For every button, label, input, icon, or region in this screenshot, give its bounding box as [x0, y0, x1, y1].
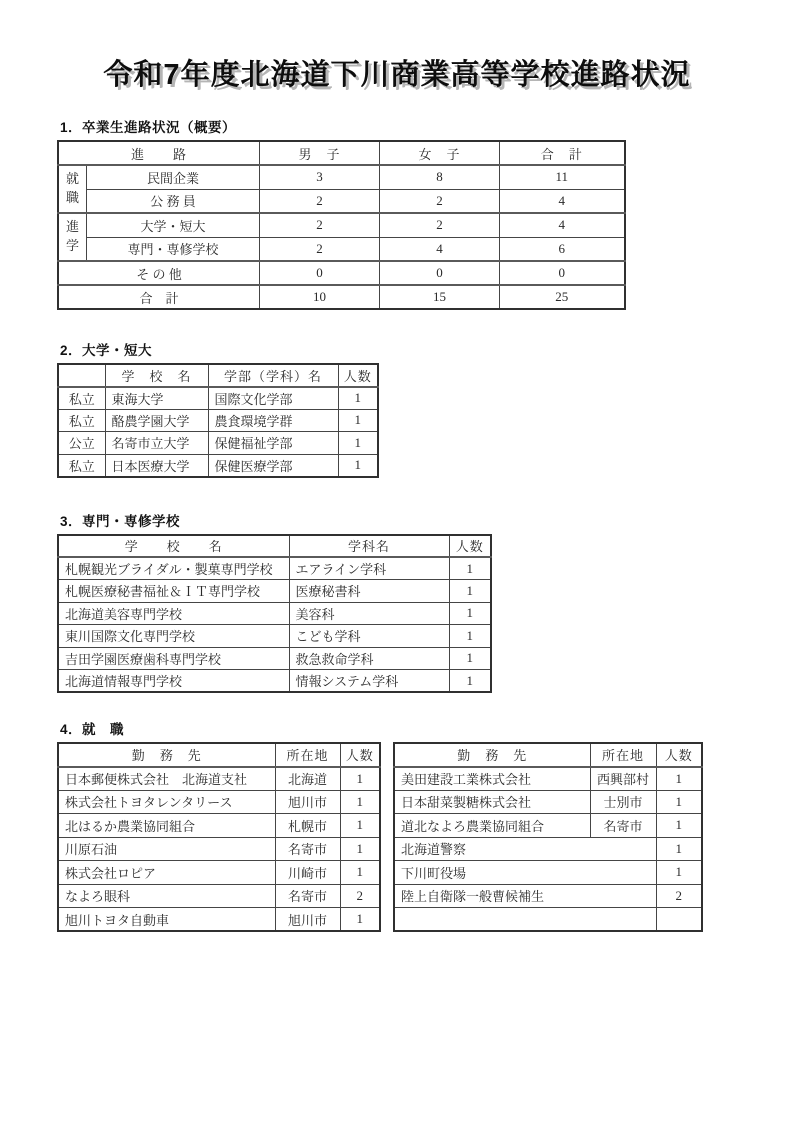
cell-count: 1 [656, 837, 702, 861]
cell-type: 私立 [58, 454, 105, 477]
table-row [394, 837, 702, 861]
cell-total: 4 [500, 213, 625, 237]
cell-employer: 株式会社ロピア [58, 861, 275, 885]
table-row [58, 165, 625, 189]
cell-school: 日本医療大学 [105, 454, 208, 477]
table-row [58, 387, 378, 410]
cell-category: 民間企業 [87, 165, 260, 189]
cell-employer: 陸上自衛隊一般曹候補生 [394, 884, 656, 908]
cell-faculty: 国際文化学部 [208, 387, 338, 410]
section-heading-university: 2．大学・短大 [60, 343, 153, 358]
cell-department: 美容科 [289, 602, 449, 625]
table-row [58, 908, 380, 932]
cell-employer: なよろ眼科 [58, 884, 275, 908]
group-label-employment: 就職 [58, 165, 87, 213]
cell-male: 2 [260, 189, 380, 213]
table-row [58, 625, 491, 648]
cell-count: 1 [449, 647, 491, 670]
cell-employer: 北はるか農業協同組合 [58, 814, 275, 838]
university-table [57, 363, 379, 478]
header-school: 学 校 名 [58, 535, 289, 558]
cell-count: 1 [449, 580, 491, 603]
section-heading-overview: 1．卒業生進路状況（概要） [60, 120, 237, 135]
cell-location: 北海道 [275, 767, 340, 791]
cell-employer: 日本甜菜製糖株式会社 [394, 790, 590, 814]
table-row [58, 861, 380, 885]
cell-department: 情報システム学科 [289, 670, 449, 693]
cell-category-other: そ の 他 [58, 261, 260, 285]
cell-employer: 下川町役場 [394, 861, 656, 885]
employment-table-right [393, 742, 703, 932]
cell-school: 北海道情報専門学校 [58, 670, 289, 693]
header-male: 男 子 [260, 141, 380, 165]
cell-male: 10 [260, 285, 380, 309]
header-count: 人数 [340, 743, 380, 767]
cell-school: 酪農学園大学 [105, 409, 208, 432]
cell-school: 東海大学 [105, 387, 208, 410]
header-faculty: 学部（学科）名 [208, 364, 338, 387]
table-row [58, 790, 380, 814]
cell-type: 公立 [58, 432, 105, 455]
cell-type: 私立 [58, 387, 105, 410]
cell-count: 1 [449, 557, 491, 580]
table-total-row [58, 285, 625, 309]
cell-count: 1 [340, 908, 380, 932]
cell-count: 1 [340, 767, 380, 791]
table-row [58, 261, 625, 285]
header-employer: 勤 務 先 [58, 743, 275, 767]
cell-employer: 川原石油 [58, 837, 275, 861]
cell-location: 名寄市 [275, 837, 340, 861]
table-row [58, 670, 491, 693]
cell-employer: 北海道警察 [394, 837, 656, 861]
header-count: 人数 [656, 743, 702, 767]
cell-employer: 株式会社トヨタレンタリース [58, 790, 275, 814]
cell-location: 名寄市 [275, 884, 340, 908]
cell-female: 4 [380, 237, 500, 261]
cell-category: 専門・専修学校 [87, 237, 260, 261]
cell-faculty: 保健医療学部 [208, 454, 338, 477]
header-employer: 勤 務 先 [394, 743, 590, 767]
table-row [58, 189, 625, 213]
cell-count: 2 [340, 884, 380, 908]
cell-male: 3 [260, 165, 380, 189]
cell-location: 札幌市 [275, 814, 340, 838]
vocational-table [57, 534, 492, 694]
header-location: 所在地 [590, 743, 656, 767]
table-header-row [58, 364, 378, 387]
cell-department: エアライン学科 [289, 557, 449, 580]
table-row-empty [394, 908, 702, 932]
cell-male: 2 [260, 213, 380, 237]
cell-count: 2 [656, 884, 702, 908]
table-header-row [58, 141, 625, 165]
section-heading-vocational: 3．専門・専修学校 [60, 513, 181, 529]
page-title: 令和7年度北海道下川商業高等学校進路状況 [103, 59, 691, 91]
cell-total: 0 [500, 261, 625, 285]
table-row [58, 884, 380, 908]
table-row [58, 409, 378, 432]
cell-total: 25 [500, 285, 625, 309]
table-row [58, 837, 380, 861]
header-count: 人数 [449, 535, 491, 558]
cell-category: 大学・短大 [87, 213, 260, 237]
cell-department: こども学科 [289, 625, 449, 648]
cell-school: 東川国際文化専門学校 [58, 625, 289, 648]
table-row [394, 861, 702, 885]
cell-count: 1 [340, 814, 380, 838]
cell-female: 0 [380, 261, 500, 285]
cell-count: 1 [338, 454, 378, 477]
cell-location: 川崎市 [275, 861, 340, 885]
cell-total: 6 [500, 237, 625, 261]
table-row [58, 213, 625, 237]
cell-location: 士別市 [590, 790, 656, 814]
table-row [394, 790, 702, 814]
cell-type: 私立 [58, 409, 105, 432]
cell-male: 2 [260, 237, 380, 261]
cell-employer: 日本郵便株式会社 北海道支社 [58, 767, 275, 791]
cell-count: 1 [338, 432, 378, 455]
cell-total: 11 [500, 165, 625, 189]
cell-employer [394, 908, 656, 932]
cell-count: 1 [340, 837, 380, 861]
cell-faculty: 保健福祉学部 [208, 432, 338, 455]
table-row [58, 767, 380, 791]
cell-location: 西興部村 [590, 767, 656, 791]
table-row [58, 432, 378, 455]
table-row [58, 602, 491, 625]
table-row [58, 814, 380, 838]
cell-category: 公 務 員 [87, 189, 260, 213]
header-female: 女 子 [380, 141, 500, 165]
cell-female: 15 [380, 285, 500, 309]
cell-school: 札幌医療秘書福祉＆ＩＴ専門学校 [58, 580, 289, 603]
cell-department: 救急救命学科 [289, 647, 449, 670]
cell-faculty: 農食環境学群 [208, 409, 338, 432]
cell-department: 医療秘書科 [289, 580, 449, 603]
header-location: 所在地 [275, 743, 340, 767]
cell-male: 0 [260, 261, 380, 285]
cell-school: 札幌観光ブライダル・製菓専門学校 [58, 557, 289, 580]
cell-category-grand-total: 合 計 [58, 285, 260, 309]
cell-count: 1 [656, 767, 702, 791]
table-row [394, 767, 702, 791]
cell-count: 1 [449, 670, 491, 693]
header-route: 進 路 [58, 141, 260, 165]
employment-table-left [57, 742, 381, 932]
cell-location: 旭川市 [275, 790, 340, 814]
cell-employer: 旭川トヨタ自動車 [58, 908, 275, 932]
section-heading-employment: 4．就 職 [60, 722, 125, 737]
header-count: 人数 [338, 364, 378, 387]
cell-employer: 美田建設工業株式会社 [394, 767, 590, 791]
cell-total: 4 [500, 189, 625, 213]
table-row [58, 454, 378, 477]
cell-school: 名寄市立大学 [105, 432, 208, 455]
cell-count: 1 [338, 409, 378, 432]
table-row [394, 814, 702, 838]
cell-count: 1 [340, 790, 380, 814]
employment-tables [57, 742, 794, 932]
table-row [58, 557, 491, 580]
cell-school: 吉田学園医療歯科専門学校 [58, 647, 289, 670]
cell-count: 1 [449, 625, 491, 648]
group-label-further-study: 進学 [58, 213, 87, 261]
cell-female: 2 [380, 189, 500, 213]
header-type [58, 364, 105, 387]
table-row [58, 237, 625, 261]
cell-school: 北海道美容専門学校 [58, 602, 289, 625]
table-row [394, 884, 702, 908]
cell-count: 1 [449, 602, 491, 625]
table-row [58, 580, 491, 603]
header-total: 合 計 [500, 141, 625, 165]
cell-count: 1 [340, 861, 380, 885]
cell-employer: 道北なよろ農業協同組合 [394, 814, 590, 838]
cell-female: 8 [380, 165, 500, 189]
cell-count: 1 [656, 861, 702, 885]
cell-location: 旭川市 [275, 908, 340, 932]
table-row [58, 647, 491, 670]
table-header-row [394, 743, 702, 767]
overview-table [57, 140, 626, 310]
table-header-row [58, 535, 491, 558]
cell-count [656, 908, 702, 932]
cell-count: 1 [656, 814, 702, 838]
cell-count: 1 [338, 387, 378, 410]
table-header-row [58, 743, 380, 767]
header-department: 学科名 [289, 535, 449, 558]
cell-location: 名寄市 [590, 814, 656, 838]
cell-female: 2 [380, 213, 500, 237]
header-school: 学 校 名 [105, 364, 208, 387]
cell-count: 1 [656, 790, 702, 814]
